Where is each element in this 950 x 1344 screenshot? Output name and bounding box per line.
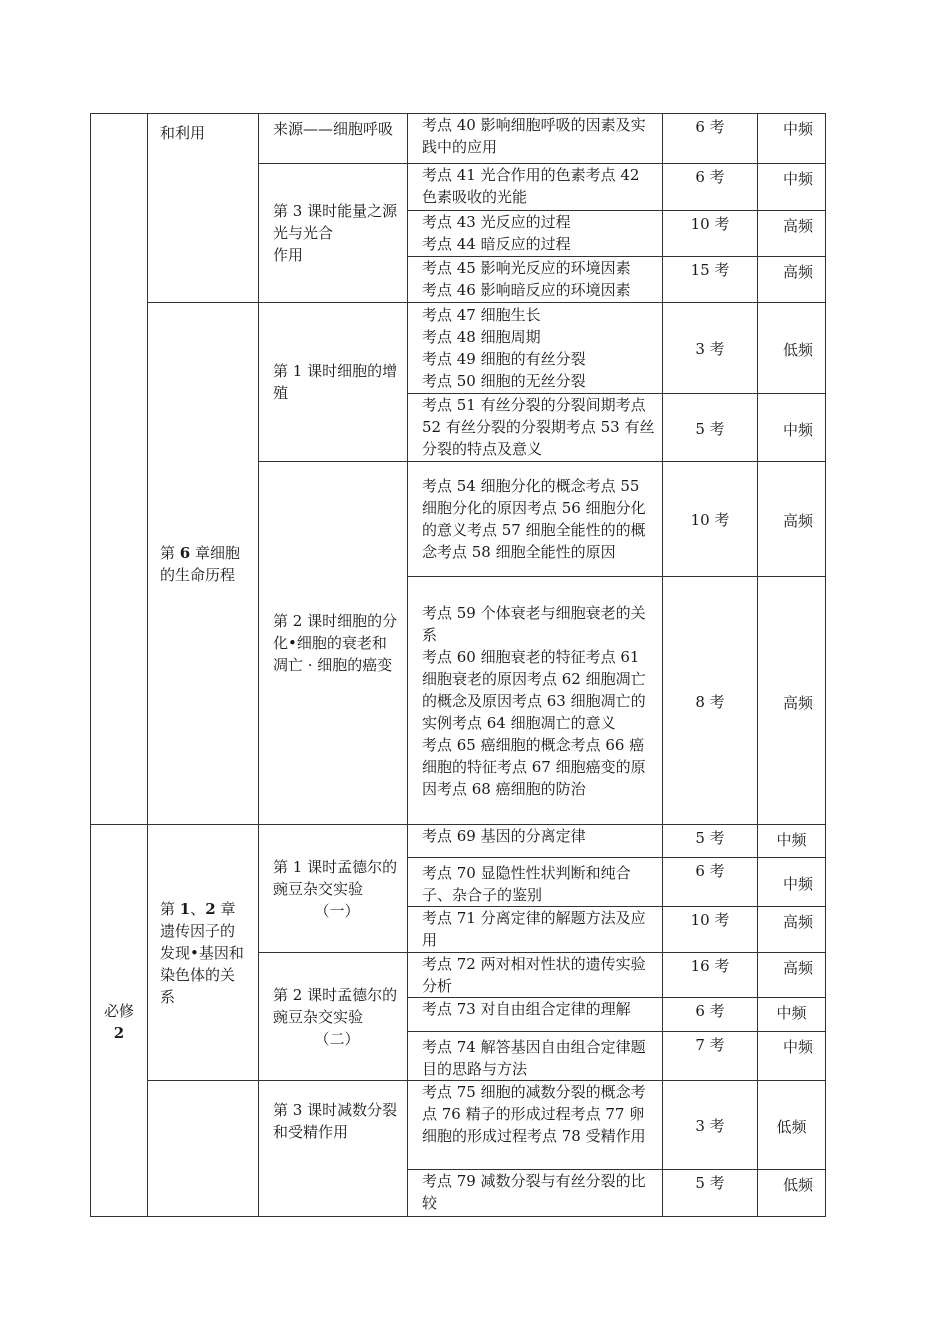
chapter-cell: 第 1、2 章遗传因子的发现•基因和染色体的关系 xyxy=(148,825,259,1081)
exam-points-cell: 考点 79 减数分裂与有丝分裂的比较 xyxy=(408,1170,663,1217)
exam-points-cell: 考点 75 细胞的减数分裂的概念考点 76 精子的形成过程考点 77 卵细胞的形成过程考点 78 受精作用 xyxy=(408,1081,663,1170)
exam-points-cell: 考点 69 基因的分离定律 xyxy=(408,825,663,858)
exam-points-cell: 考点 59 个体衰老与细胞衰老的关系 考点 60 细胞衰老的特征考点 61 细胞衰老的原因考点 62 细胞凋亡的概念及原因考点 63 细胞凋亡的实例考点 64 细胞凋亡的意义 考点 65 癌细胞的概念考点 66 癌细胞的特征考点 67 细胞癌变的原因考点 68 癌细胞的防治 xyxy=(408,577,663,825)
frequency-cell: 中频 xyxy=(758,164,826,211)
frequency-cell: 低频 xyxy=(758,303,826,394)
exam-points-cell: 考点 73 对自由组合定律的理解 xyxy=(408,998,663,1032)
frequency-cell: 高频 xyxy=(758,211,826,257)
exam-points-cell: 考点 51 有丝分裂的分裂间期考点 52 有丝分裂的分裂期考点 53 有丝分裂的特点及意义 xyxy=(408,394,663,462)
chapter-cell: 第 6 章细胞的生命历程 xyxy=(148,303,259,825)
exam-points-cell: 考点 45 影响光反应的环境因素 考点 46 影响暗反应的环境因素 xyxy=(408,257,663,303)
exam-count-cell: 5 考 xyxy=(663,1170,758,1217)
frequency-cell: 中频 xyxy=(758,825,826,858)
exam-points-cell: 考点 72 两对相对性状的遗传实验分析 xyxy=(408,953,663,998)
exam-count-cell: 6 考 xyxy=(663,114,758,164)
exam-count-cell: 7 考 xyxy=(663,1032,758,1081)
frequency-cell: 中频 xyxy=(758,114,826,164)
exam-points-cell: 考点 40 影响细胞呼吸的因素及实践中的应用 xyxy=(408,114,663,164)
exam-count-cell: 8 考 xyxy=(663,577,758,825)
exam-points-cell: 考点 47 细胞生长 考点 48 细胞周期 考点 49 细胞的有丝分裂 考点 50 细胞的无丝分裂 xyxy=(408,303,663,394)
exam-count-cell: 6 考 xyxy=(663,998,758,1032)
exam-count-cell: 6 考 xyxy=(663,858,758,907)
module-cell: 必修 2 xyxy=(91,825,148,1217)
exam-count-cell: 15 考 xyxy=(663,257,758,303)
lesson-cell: 第 2 课时孟德尔的豌豆杂交实验 （二） xyxy=(259,953,408,1081)
frequency-cell: 高频 xyxy=(758,462,826,577)
exam-points-table xyxy=(90,113,826,1217)
exam-count-cell: 16 考 xyxy=(663,953,758,998)
frequency-cell: 中频 xyxy=(758,998,826,1032)
exam-points-cell: 考点 54 细胞分化的概念考点 55 细胞分化的原因考点 56 细胞分化的意义考点 57 细胞全能性的的概念考点 58 细胞全能性的原因 xyxy=(408,462,663,577)
exam-count-cell: 5 考 xyxy=(663,394,758,462)
exam-points-cell: 考点 43 光反应的过程 考点 44 暗反应的过程 xyxy=(408,211,663,257)
exam-count-cell: 10 考 xyxy=(663,211,758,257)
frequency-cell: 中频 xyxy=(758,858,826,907)
exam-count-cell: 10 考 xyxy=(663,462,758,577)
lesson-cell: 第 1 课时孟德尔的豌豆杂交实验 （一） xyxy=(259,825,408,953)
exam-count-cell: 10 考 xyxy=(663,907,758,953)
module-cell-blank xyxy=(91,114,148,825)
frequency-cell: 高频 xyxy=(758,907,826,953)
exam-points-cell: 考点 41 光合作用的色素考点 42 色素吸收的光能 xyxy=(408,164,663,211)
exam-count-cell: 6 考 xyxy=(663,164,758,211)
lesson-cell: 来源——细胞呼吸 xyxy=(259,114,408,164)
frequency-cell: 高频 xyxy=(758,577,826,825)
lesson-cell: 第 1 课时细胞的增殖 xyxy=(259,303,408,462)
exam-points-cell: 考点 70 显隐性性状判断和纯合子、杂合子的鉴别 xyxy=(408,858,663,907)
exam-count-cell: 5 考 xyxy=(663,825,758,858)
lesson-cell: 第 3 课时减数分裂和受精作用 xyxy=(259,1081,408,1217)
frequency-cell: 中频 xyxy=(758,394,826,462)
lesson-cell: 第 3 课时能量之源光与光合 作用 xyxy=(259,164,408,303)
chapter-cell: 和利用 xyxy=(148,114,259,303)
exam-points-cell: 考点 71 分离定律的解题方法及应用 xyxy=(408,907,663,953)
chapter-cell-blank xyxy=(148,1081,259,1217)
lesson-cell: 第 2 课时细胞的分化•细胞的衰老和凋亡 · 细胞的癌变 xyxy=(259,462,408,825)
exam-points-cell: 考点 74 解答基因自由组合定律题目的思路与方法 xyxy=(408,1032,663,1081)
frequency-cell: 高频 xyxy=(758,953,826,998)
frequency-cell: 中频 xyxy=(758,1032,826,1081)
exam-count-cell: 3 考 xyxy=(663,1081,758,1170)
frequency-cell: 高频 xyxy=(758,257,826,303)
frequency-cell: 低频 xyxy=(758,1081,826,1170)
frequency-cell: 低频 xyxy=(758,1170,826,1217)
exam-count-cell: 3 考 xyxy=(663,303,758,394)
